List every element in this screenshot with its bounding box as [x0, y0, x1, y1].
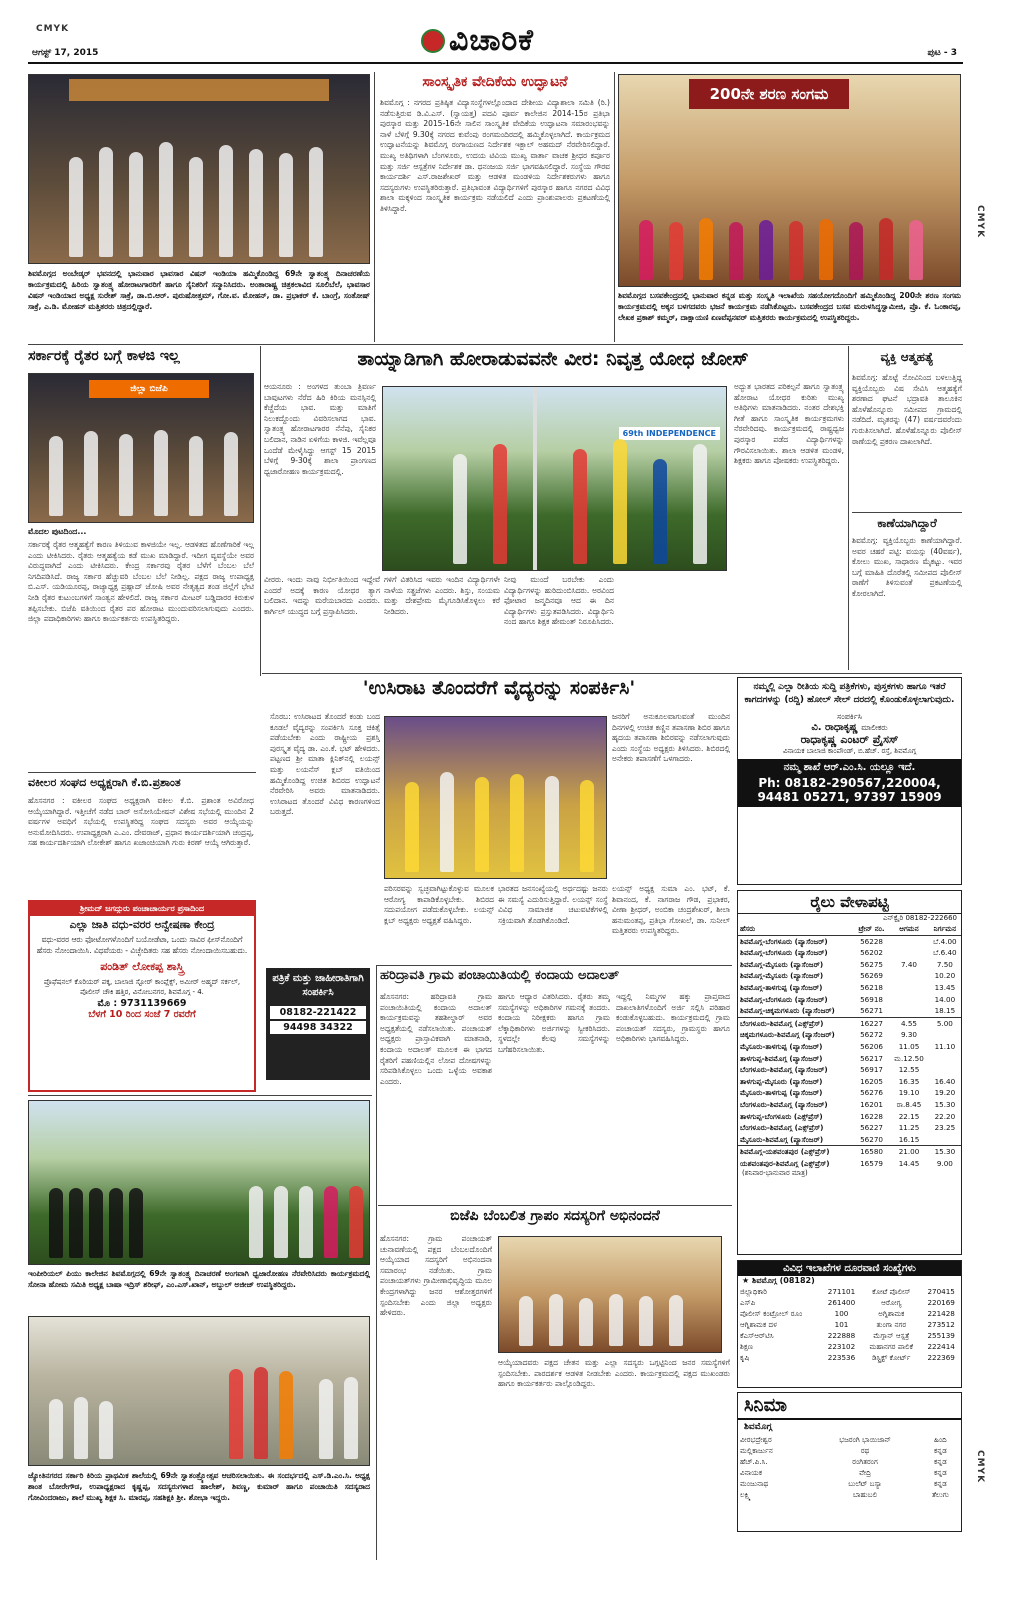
train-number: 56270	[860, 1134, 883, 1144]
dealer-owner: ವಿ. ರಾಧಾಕೃಷ್ಣ	[811, 722, 858, 733]
masthead-rule	[28, 62, 963, 64]
office-phone: 223102	[827, 1342, 856, 1351]
bjp-member-photo	[498, 1236, 722, 1353]
train-name: ಶಿವಮೊಗ್ಗ-ತಾಳಗುಪ್ಪ (ಪ್ಯಾಸೆಂಜರ್)	[740, 982, 823, 992]
date-line: ಆಗಸ್ಟ್ 17, 2015	[32, 48, 99, 58]
train-name: ತಾಳಗುಪ್ಪ-ಶಿವಮೊಗ್ಗ (ಪ್ಯಾಸೆಂಜರ್)	[740, 1053, 823, 1063]
arrival-time	[889, 982, 929, 994]
col-departure: ನಿರ್ಗಮನ	[929, 923, 961, 935]
matrimony-ad-mobile: ಮೊ : 9731139669	[97, 998, 187, 1009]
office-phone: 261400	[827, 1298, 856, 1307]
row-rule	[28, 1095, 372, 1096]
departure-time: 19.20	[934, 1088, 956, 1098]
column-rule	[614, 72, 615, 342]
paper-name: ವಿಚಾರಿಕೆ	[449, 23, 534, 58]
railway-timetable	[737, 890, 962, 1255]
arrival-time: 7.40	[900, 959, 917, 969]
train-row	[738, 959, 961, 971]
cinema-table	[738, 1434, 961, 1500]
arrival-time: ಮ.12.50	[894, 1053, 924, 1063]
train-row	[738, 1053, 961, 1065]
arrival-time: 22.15	[898, 1111, 920, 1121]
train-name: ತಾಳಗುಪ್ಪ-ಮೈಸೂರು (ಪ್ಯಾಸೆಂಜರ್)	[740, 1076, 823, 1086]
office-phone: 255139	[927, 1331, 955, 1340]
train-number: 56202	[860, 948, 883, 958]
railway-table	[738, 923, 961, 1169]
dealer-contact-label: ಸಂಪರ್ಕಿಸಿ	[836, 712, 863, 721]
dealer-intro: ನಮ್ಮಲ್ಲಿ ಎಲ್ಲಾ ರೀತಿಯ ಸುದ್ದಿ ಪತ್ರಿಕೆಗಳು, ಪುಸ್ತಕಗಳು ಹಾಗೂ ಇತರೆ ಕಾಗದಗಳನ್ನು (ರದ್ದಿ) ಹೋಲ್ ಸೇಲ್ ದರದಲ್ಲಿ ಕೊಂಡುಕೊಳ್ಳಲಾಗುವುದು.	[744, 682, 955, 705]
movie-language: ಕನ್ನಡ	[934, 1457, 947, 1466]
train-name: ಬೆಂಗಳೂರು-ಶಿವಮೊಗ್ಗ (ಪ್ಯಾಸೆಂಜರ್)	[740, 1099, 828, 1109]
top-left-photo-caption: ಶಿವಮೊಗ್ಗದ ಅಂಬೇಡ್ಕರ್ ಭವನದಲ್ಲಿ ಭಾನುವಾರ ಭಾವಸಾರ ವಿಷನ್ ಇಂಡಿಯಾ ಹಮ್ಮಿಕೊಂಡಿದ್ದ 69ನೇ ಸ್ವಾತಂತ್ರ್ಯ ದಿನಾಚರಣೆಯ ಕಾರ್ಯಕ್ರಮದಲ್ಲಿ ಹಿರಿಯ ಸ್ವಾತಂತ್ರ್ಯ ಹೋರಾಟಗಾರರಿಗೆ ಹಾಗೂ ಸೈನಿಕರಿಗೆ ಸನ್ಮಾನಿಸಿದರು. ಅಂತಾರಾಷ್ಟ್ರ ಚಿತ್ರಕಲಾವಿದ ಸೂಲಿಬೆಲೆ, ಭಾವಸಾರ ವಿಷನ್ ಇಂಡಿಯಾದ ಅಧ್ಯಕ್ಷ ಸುರೇಶ್ ಸಾಕ್ರೆ, ಡಾ.ಬಿ.ಆರ್. ಪುರುಷೋತ್ತಮ್, ಗೋ.ವ. ಮೋಹನ್, ಡಾ. ಪ್ರಭಾಕರ್ ಕೆ. ಬಾಂಗ್ರೆ, ಸಂತೋಷ್ ಸಾಕ್ರೆ, ಎ.ಡಿ. ಮೋಹನ್ ಮತ್ತಿತರರು ಚಿತ್ರದಲ್ಲಿದ್ದಾರೆ.	[28, 269, 370, 311]
matrimony-ad-body: ವಧು-ವರರ ಆರು ಫೋಟೋಗಳೊಂದಿಗೆ ಬಯೋಡೆಟಾ, ಒಂದು ಸಾವಿರ ಫೀಸ್‌ನೊಂದಿಗೆ ಹೆಸರು ನೋಂದಾಯಿಸಿ. ವಿಧವೆಯರು - ವಿಚ್ಛೇದಿತರು ಸಹ ಹೆಸರು ನೋಂದಾಯಿಸಬಹುದು.	[36, 935, 248, 955]
matrimony-ad-address: ಪ್ರೊಫೆಷನಲ್ ಕೊರಿಯರ್ ಪಕ್ಕ, ಬಾಲಾಜಿ ಸ್ಟೋರ್ ಕಾಂಪ್ಲೆಕ್ಸ್, ಅಮೀರ್ ಅಹ್ಮದ್ ಸರ್ಕಲ್, ಪೊಲೀಸ್ ಚೌಕಿ ಹತ್ತಿರ, ವಿನೋಬನಗರ, ಶಿವಮೊಗ್ಗ - 4.	[43, 978, 241, 996]
office-name: ಎಸ್‌ಪಿ	[740, 1298, 756, 1307]
row-rule	[28, 772, 256, 773]
arrival-time	[889, 970, 929, 982]
departure-time: ಬೆ.6.40	[933, 948, 957, 958]
cultural-headline: ಸಾಂಸ್ಕೃತಿಕ ವೇದಿಕೆಯ ಉದ್ಘಾಟನೆ	[422, 74, 568, 90]
departure-time: 14.00	[934, 994, 956, 1004]
arrival-time: 4.55	[900, 1018, 917, 1028]
office-name: ಮಹಾನಗರ ಪಾಲಿಕೆ	[869, 1342, 914, 1351]
column-rule	[848, 346, 849, 670]
dealer-owner-role: ಮಾಲೀಕರು	[861, 723, 888, 732]
directory-row	[738, 1286, 961, 1297]
office-name: ತುಂಗಾ ನಗರ	[876, 1320, 907, 1329]
phone-directory-std	[738, 1276, 961, 1286]
theatre-name: ಮಲ್ಲಿಕಾರ್ಜುನ	[740, 1446, 773, 1455]
col-arrival: ಆಗಮನ	[889, 923, 929, 935]
top-right-photo	[618, 74, 961, 287]
soldier-col3: ಗಳಿಗೆ ವಿತರಿಸಿದ ಇವರು ಇಂದಿನ ವಿದ್ಯಾರ್ಥಿಗಳೇ ನಾಳೆಯ ಸತ್ಪ್ರಜೆಗಳು ಎಂದರು. ಶಿಸ್ತು, ಸಂಯಮ ಮತ್ತು ದೇಶಪ್ರೇಮ ಮೈಗೂಡಿಸಿಕೊಳ್ಳಲು ಕರೆ ನೀಡಿದರು.	[384, 575, 500, 616]
departure-time: 10.20	[934, 971, 956, 981]
movie-language: ಹಿಂದಿ	[934, 1435, 947, 1444]
school-photo	[28, 1316, 370, 1466]
railway-footnote: (ಶನಿವಾರ-ಭಾನುವಾರ ಮಾತ್ರ)	[742, 1169, 808, 1178]
train-name: ಬೆಂಗಳೂರು-ಶಿವಮೊಗ್ಗ (ಎಕ್ಸ್‌ಪ್ರೆಸ್)	[740, 1018, 824, 1028]
farmers-headline: ಸರ್ಕಾರಕ್ಕೆ ರೈತರ ಬಗ್ಗೆ ಕಾಳಜಿ ಇಲ್ಲ	[28, 348, 180, 364]
train-name: ಬೆಂಗಳೂರು-ಶಿವಮೊಗ್ಗ (ಎಕ್ಸ್‌ಪ್ರೆಸ್)	[740, 1123, 824, 1133]
movie-title: ಭಜರಂಗಿ ಭಾಯಿಜಾನ್	[839, 1435, 891, 1444]
movie-language: ಕನ್ನಡ	[934, 1479, 947, 1488]
train-name: ಬೆಂಗಳೂರು-ಶಿವಮೊಗ್ಗ (ಪ್ಯಾಸೆಂಜರ್)	[740, 1065, 828, 1075]
contact-box-title: ಪತ್ರಿಕೆ ಮತ್ತು ಜಾಹೀರಾತಿಗಾಗಿ ಸಂಪರ್ಕಿಸಿ	[272, 973, 364, 998]
office-name: ಆರೋಗ್ಯ	[881, 1298, 902, 1307]
train-name: ಶಿವಮೊಗ್ಗ-ಬೆಂಗಳೂರು (ಪ್ಯಾಸೆಂಜರ್)	[740, 948, 828, 958]
office-phone: 221428	[927, 1309, 955, 1318]
departure-time: 16.40	[934, 1076, 956, 1086]
phone-directory-title: ವಿವಿಧ ಇಲಾಖೆಗಳ ದೂರವಾಣಿ ಸಂಖ್ಯೆಗಳು	[738, 1261, 961, 1276]
dealer-firm: ರಾಧಾಕೃಷ್ಣ ಎಂಟರ್ ಪ್ರೈಸಸ್	[800, 733, 899, 746]
cinema-city: ಶಿವಮೊಗ್ಗ	[744, 1422, 772, 1432]
departure-time	[929, 1064, 961, 1076]
movie-language: ಕನ್ನಡ	[934, 1468, 947, 1477]
departure-time: 11.10	[934, 1041, 956, 1051]
phone-directory	[737, 1260, 962, 1388]
train-number: 56275	[860, 959, 883, 969]
cinema-row	[738, 1445, 961, 1456]
train-row	[738, 1099, 961, 1111]
train-row	[738, 1017, 961, 1029]
departure-time: 18.15	[934, 1006, 956, 1016]
theatre-name: ವೀರಭದ್ರೇಶ್ವರ	[740, 1435, 772, 1444]
directory-row	[738, 1341, 961, 1352]
departure-time: 15.30	[934, 1147, 956, 1157]
village-court-col3: ಇದ್ದಲ್ಲಿ ನಿಮ್ಮಗಳ ಹಕ್ಕು ಪ್ರಾಪ್ತವಾದ ದಾಖಲಾತಿಗಳೊಂದಿಗೆ ಅರ್ಜಿ ಸಲ್ಲಿಸಿ ಪರಿಹಾರ ಕಂಡುಕೊಳ್ಳಬಹುದು. ಕಾರ್ಯಕ್ರಮದಲ್ಲಿ ಗ್ರಾಮ ಪಂಚಾಯತ್ ಸದಸ್ಯರು, ಗ್ರಾಮಸ್ಥರು ಹಾಗೂ ಅಧಿಕಾರಿಗಳು ಭಾಗವಹಿಸಿದ್ದರು.	[616, 992, 730, 1044]
college-flag-photo	[28, 1100, 370, 1265]
bjp-member-col1: ಹೊಸನಗರ: ಗ್ರಾಮ ಪಂಚಾಯತ್ ಚುನಾವಣೆಯಲ್ಲಿ ಪಕ್ಷದ ಬೆಂಬಲದೊಂದಿಗೆ ಆಯ್ಕೆಯಾದ ಸದಸ್ಯರಿಗೆ ಅಭಿನಂದನಾ ಸಮಾರಂಭ ನಡೆಯಿತು. ಗ್ರಾಮ ಪಂಚಾಯತ್‌ಗಳು ಗ್ರಾಮೀಣಾಭಿವೃದ್ಧಿಯ ಮೂಲ ಕೇಂದ್ರಗಳಾಗಿದ್ದು ಜನರ ಆಶೋತ್ತರಗಳಿಗೆ ಸ್ಪಂದಿಸಬೇಕು ಎಂದು ಜಿಲ್ಲಾ ಅಧ್ಯಕ್ಷರು ಹೇಳಿದರು.	[380, 1234, 492, 1318]
school-caption: ಜ್ಯೋತಿನಗರದ ಸರ್ಕಾರಿ ಕಿರಿಯ ಪ್ರಾಥಮಿಕ ಶಾಲೆಯಲ್ಲಿ 69ನೇ ಸ್ವಾತಂತ್ರ್ಯೋತ್ಸವ ಆಚರಿಸಲಾಯಿತು. ಈ ಸಂದರ್ಭದಲ್ಲಿ ಎಸ್.ಡಿ.ಎಂ.ಸಿ. ಅಧ್ಯಕ್ಷ ಶಾಂತ ಬೋರೇಗೌಡ, ಉಪಾಧ್ಯಕ್ಷರಾದ ಕೃಷ್ಣಪ್ಪ, ಸದಸ್ಯರುಗಳಾದ ಹಾಲೇಶ್, ಶಿವಣ್ಣ, ಕುಮಾರ್ ಹಾಗೂ ಪಂಚಾಯಿತಿ ಸದಸ್ಯರಾದ ಗೋವಿಂದರಾಜು, ಶಾಲೆ ಮುಖ್ಯ ಶಿಕ್ಷಕ ಸಿ. ಮಾರಪ್ಪ, ಸಹಶಿಕ್ಷಕಿ ಶ್ರೀ. ಶೋಭಾ ಇದ್ದರು.	[28, 1471, 370, 1502]
masthead	[28, 20, 963, 68]
matrimony-ad-timing: ಬೆಳಗೆ 10 ರಿಂದ ಸಂಜೆ 7 ರವರೆಗೆ	[88, 1009, 196, 1020]
missing-headline: ಕಾಣೆಯಾಗಿದ್ದಾರೆ	[877, 516, 937, 530]
lawyers-headline: ವಕೀಲರ ಸಂಘದ ಅಧ್ಯಕ್ಷರಾಗಿ ಕೆ.ಬಿ.ಪ್ರಶಾಂತ	[28, 776, 181, 789]
directory-row	[738, 1319, 961, 1330]
movie-title: ಬುಲೆಟ್ ಬಸ್ಯಾ	[848, 1479, 882, 1488]
soldier-col5: ಅದ್ಭುತ ಭಾರತದ ಪರಿಕಲ್ಪನೆ ಹಾಗೂ ಸ್ವಾತಂತ್ರ್ಯ ಹೋರಾಟ ಯೋಧರ ಕುರಿತು ಮುಖ್ಯ ಅತಿಥಿಗಳು ಮಾತನಾಡಿದರು. ನಂತರ ದೇಶಭಕ್ತಿ ಗೀತೆ ಹಾಗೂ ಸಾಂಸ್ಕೃತಿಕ ಕಾರ್ಯಕ್ರಮಗಳು ನೆರವೇರಿದವು. ಕಾರ್ಯಕ್ರಮದಲ್ಲಿ ರಾಷ್ಟ್ರಧ್ವಜ ಪುರಸ್ಕಾರ ಪಡೆದ ವಿದ್ಯಾರ್ಥಿಗಳನ್ನು ಗೌರವಿಸಲಾಯಿತು. ಶಾಲಾ ಆಡಳಿತ ಮಂಡಳಿ, ಶಿಕ್ಷಕರು ಹಾಗೂ ಪೋಷಕರು ಉಪಸ್ಥಿತರಿದ್ದರು.	[734, 382, 844, 466]
directory-row	[738, 1330, 961, 1341]
train-number: 16228	[860, 1111, 883, 1121]
matrimony-ad-title: ಎಲ್ಲಾ ಜಾತಿ ವಧು-ವರರ ಅನ್ವೇಷಣಾ ಕೇಂದ್ರ	[69, 919, 215, 931]
farmers-photo	[28, 373, 254, 523]
cinema-title: ಸಿನಿಮಾ	[738, 1393, 961, 1420]
column-rule	[374, 72, 375, 342]
row-rule	[378, 1205, 732, 1206]
bjp-member-headline: ಬಿಜೆಪಿ ಬೆಂಬಲಿತ ಗ್ರಾಪಂ ಸದಸ್ಯರಿಗೆ ಅಭಿನಂದನೆ	[450, 1208, 660, 1224]
page-number: ಪುಟ - 3	[927, 48, 957, 58]
arrival-time: 16.15	[898, 1134, 920, 1144]
office-phone: 220169	[927, 1298, 955, 1307]
cinema-row	[738, 1434, 961, 1445]
office-phone: 270415	[927, 1287, 955, 1296]
doctor-col1: ಸೊರಬ: ಉಸಿರಾಟದ ತೊಂದರೆ ಕಂಡು ಬಂದ ಕೂಡಲೆ ವೈದ್ಯರನ್ನು ಸಂಪರ್ಕಿಸಿ ಸೂಕ್ತ ಚಿಕಿತ್ಸೆ ಪಡೆಯಬೇಕು ಎಂದು ರಾಷ್ಟ್ರೀಯ ಪ್ರಶಸ್ತಿ ಪುರಸ್ಕೃತ ವೈದ್ಯ ಡಾ. ಎಂ.ಕೆ. ಭಟ್ ಹೇಳಿದರು. ಪಟ್ಟಣದ ಶ್ರೀ ಮಾತಾ ಕ್ಲಿನಿಕ್‌ನಲ್ಲಿ ಲಯನ್ಸ್ ಮತ್ತು ಲಯನೆಸ್ ಕ್ಲಬ್ ವತಿಯಿಂದ ಹಮ್ಮಿಕೊಂಡಿದ್ದ ಉಚಿತ ಶಿಬಿರದ ಉದ್ಘಾಟನೆ ನೆರವೇರಿಸಿ ಅವರು ಮಾತನಾಡಿದರು. ಉಸಿರಾಟದ ತೊಂದರೆ ವಿವಿಧ ಕಾರಣಗಳಿಂದ ಬರುತ್ತದೆ.	[270, 712, 380, 817]
side-cmyk-mark: CMYK	[975, 1450, 985, 1484]
office-name: ಪೊಲೀಸ್ ಕಂಟ್ರೋಲ್ ರೂಂ	[740, 1309, 803, 1318]
train-row	[738, 1111, 961, 1123]
lawyers-body: ಹೊಸನಗರ : ವಕೀಲರ ಸಂಘದ ಅಧ್ಯಕ್ಷರಾಗಿ ವಕೀಲ ಕೆ.ಬಿ. ಪ್ರಶಾಂತ ಅವಿರೋಧ ಆಯ್ಕೆಯಾಗಿದ್ದಾರೆ. ಇತ್ತೀಚೆಗೆ ನಡೆದ ಬಾರ್ ಅಸೋಸಿಯೇಷನ್ ವಿಶೇಷ ಸಭೆಯಲ್ಲಿ ಮುಂದಿನ 2 ವರ್ಷಗಳ ಅವಧಿಗೆ ಸಭೆಯಲ್ಲಿ ಉಪಸ್ಥಿತರಿದ್ದ ಸಂಘದ ಸದಸ್ಯರು ಅವರ ಆಯ್ಕೆಯನ್ನು ಅನುಮೋದಿಸಿದರು. ಉಪಾಧ್ಯಕ್ಷರಾಗಿ ಎ.ಎಂ. ದೇವರಾಜ್, ಪ್ರಧಾನ ಕಾರ್ಯದರ್ಶಿಯಾಗಿ ಚಂದ್ರಪ್ಪ, ಸಹ ಕಾರ್ಯದರ್ಶಿಯಾಗಿ ಲೋಕೇಶ್ ಹಾಗೂ ಖಜಾಂಚಿಯಾಗಿ ಗುರು ಕಿರಣ್ ಆಯ್ಕೆ ಆಗಿರುತ್ತಾರೆ.	[28, 796, 254, 848]
contact-box-phone1: 08182-221422	[270, 1006, 366, 1019]
contact-box	[266, 968, 370, 1080]
train-row	[738, 947, 961, 959]
farmers-lead: ಮೊದಲ ಪುಟದಿಂದ...	[28, 527, 87, 536]
train-name: ಮೈಸೂರು-ತಾಳಗುಪ್ಪ (ಪ್ಯಾಸೆಂಜರ್)	[740, 1088, 823, 1098]
office-name: ಕೆಎಸ್‌ಆರ್‌ಟಿಸಿ	[740, 1331, 774, 1340]
arrival-time	[889, 947, 929, 959]
soldier-col4: ನೀವು ಮುಂದೆ ಬರಬೇಕು ಎಂದು ವಿದ್ಯಾರ್ಥಿಗಳನ್ನು ಹುರಿದುಂಬಿಸಿದರು. ಅರವಿಂದ ಫೋಟಾರ ಜನ್ಮದಿನವೂ ಆದ ಈ ದಿನ ವಿದ್ಯಾರ್ಥಿಗಳು ಪ್ರಸ್ತುತಪಡಿಸಿದರು. ವಿದ್ಯಾರ್ಥಿನಿ ನಂದ ಹಾಗೂ ಶಿಕ್ಷಕ ಹೇಮಂತ್ ನಿರೂಪಿಸಿದರು.	[504, 575, 614, 627]
train-row	[738, 1076, 961, 1088]
top-right-photo-caption: ಶಿವಮೊಗ್ಗದ ಬಸವಕೇಂದ್ರದಲ್ಲಿ ಭಾನುವಾರ ಕನ್ನಡ ಮತ್ತು ಸಂಸ್ಕೃತಿ ಇಲಾಖೆಯ ಸಹಯೋಗದೊಂದಿಗೆ ಹಮ್ಮಿಕೊಂಡಿದ್ದ 200ನೇ ಶರಣ ಸಂಗಮ ಕಾರ್ಯಕ್ರಮದಲ್ಲಿ ಅಕ್ಕನ ಬಳಗದವರು ಭಜನೆ ಕಾರ್ಯಕ್ರಮ ನಡೆಸಿಕೊಟ್ಟರು. ಬಸವಕೇಂದ್ರದ ಬಸವ ಮರುಳಸಿದ್ಧಸ್ವಾಮೀಜಿ, ಪ್ರೊ. ಕೆ. ಓಂಕಾರಪ್ಪ, ಲೇಖಕ ಪ್ರಕಾಶ್ ಕಮ್ಮರ್, ದಾಕ್ಷಾಯಣಿ ಏಣವೆಪ್ಪನವರ್ ಮತ್ತಿತರರು ಕಾರ್ಯಕ್ರಮದಲ್ಲಿ ಉಪಸ್ಥಿತರಿದ್ದರು.	[618, 291, 961, 322]
phone-directory-std-code: ಶಿವಮೊಗ್ಗ (08182)	[751, 1276, 815, 1285]
dealer-phone1: Ph: 08182-290567,220004,	[758, 776, 941, 790]
phone-directory-table	[738, 1286, 961, 1363]
photo-sign: 69th INDEPENDENCE	[619, 427, 720, 440]
arrival-time	[889, 994, 929, 1006]
cmyk-mark: CMYK	[36, 24, 70, 34]
movie-language: ಕನ್ನಡ	[934, 1446, 947, 1455]
directory-row	[738, 1308, 961, 1319]
photo-banner: ಜಿಲ್ಲಾ ಬಿಜೆಪಿ	[89, 380, 209, 398]
cinema-row	[738, 1489, 961, 1500]
train-name: ಮೈಸೂರು-ತಾಳಗುಪ್ಪ (ಪ್ಯಾಸೆಂಜರ್)	[740, 1041, 823, 1051]
row-rule	[376, 965, 732, 966]
departure-time: 15.30	[934, 1099, 956, 1109]
side-cmyk-mark: CMYK	[975, 205, 985, 239]
departure-time: ಬೆ.4.00	[933, 936, 957, 946]
train-number: 56206	[860, 1041, 883, 1051]
train-row	[738, 1029, 961, 1041]
office-phone: 101	[834, 1320, 849, 1329]
farmers-body: ಸರ್ಕಾರಕ್ಕೆ ರೈತರ ಆತ್ಮಹತ್ಯೆಗೆ ಕಾರಣ ತಿಳಿಯುವ ಕಾಳಜಿಯೇ ಇಲ್ಲ. ಆಡಳಿತದ ಹೊಣೆಗಾರಿಕೆ ಇಲ್ಲ ಎಂದು ಟೀಕಿಸಿದರು. ರೈತರು ಆತ್ಮಹತ್ಯೆಯ ಕಡೆ ಮುಖ ಮಾಡಿದ್ದಾರೆ. ಇದೀಗ ವ್ಯವಸ್ಥೆಯೇ ಅವರ ವಿರುದ್ಧವಾಗಿದೆ ಎಂದು ಟೀಕಿಸಿದರು. ಕೇಂದ್ರ ಸರ್ಕಾರವು ರೈತರ ಬೆಳೆಗೆ ಬೆಂಬಲ ಬೆಲೆ ನಿಗದಿಪಡಿಸಿದೆ. ರಾಜ್ಯ ಸರ್ಕಾರ ಹೆಚ್ಚುವರಿ ಬೆಂಬಲ ಬೆಲೆ ನೀಡಿಲ್ಲ. ಪಕ್ಷದ ರಾಜ್ಯ ಉಪಾಧ್ಯಕ್ಷ ಬಿ.ಎಸ್. ಯಡಿಯೂರಪ್ಪ, ರಾಜ್ಯಾಧ್ಯಕ್ಷ ಪ್ರಹ್ಲಾದ್ ಜೋಷಿ ಅವರ ನೇತೃತ್ವದ ತಂಡ ಜಿಲ್ಲೆಗೆ ಭೇಟಿ ನೀಡಿ ರೈತರ ಕುಟುಂಬಗಳಿಗೆ ಸಾಂತ್ವನ ಹೇಳಲಿದೆ. ರಾಜ್ಯ ಸರ್ಕಾರ ಮೀಟರ್ ಬಡ್ಡಿದಾರರ ಕಿರುಕುಳ ತಪ್ಪಿಸಬೇಕು. ಬಿಜೆಪಿ ವತಿಯಿಂದ ರೈತರ ಪರ ಹೋರಾಟ ಮುಂದುವರಿಸಲಾಗುವುದು ಎಂದರು. ಜಿಲ್ಲಾ ಪದಾಧಿಕಾರಿಗಳು ಹಾಗೂ ಕಾರ್ಯಕರ್ತರು ಉಪಸ್ಥಿತರಿದ್ದರು.	[28, 540, 254, 624]
cinema-row	[738, 1478, 961, 1489]
departure-time: 5.00	[936, 1018, 953, 1028]
train-number: 56918	[860, 994, 883, 1004]
train-name: ಚಿಕ್ಕಮಗಳೂರು-ಶಿವಮೊಗ್ಗ (ಪ್ಯಾಸೆಂಜರ್)	[740, 1030, 835, 1040]
theatre-name: ಮಂಜುನಾಥ	[740, 1479, 769, 1488]
office-name: ಆಗ್ನಿಶಾಮಕ ದಳ	[740, 1320, 778, 1329]
paper-logo	[421, 23, 581, 63]
train-name: ಶಿವಮೊಗ್ಗ-ಚಿಕ್ಕಮಗಳೂರು (ಪ್ಯಾಸೆಂಜರ್)	[740, 1006, 835, 1016]
theatre-name: ವಿನಾಯಕ	[740, 1468, 763, 1477]
dealer-address: ವಿನಾಯಕ ಬಾಲಾಜಿ ಕಾಂಪೌಂಡ್, ಬಿ.ಹೆಚ್. ರಸ್ತೆ, ಶಿವಮೊಗ್ಗ	[782, 747, 917, 755]
doctor-col4: ಭಾರತದ ಜನಸಂಖ್ಯೆಯಲ್ಲಿ ಅರ್ಧದಷ್ಟು ಜನರು ಈ ಸಮಸ್ಯೆ ಎದುರಿಸುತ್ತಿದ್ದಾರೆ. ಲಯನ್ಸ್ ಸಂಸ್ಥೆ ವಿವಿಧ ಸಾಮಾಜಿಕ ಚಟುವಟಿಕೆಗಳಲ್ಲಿ ಸಕ್ರಿಯವಾಗಿ ತೊಡಗಿಕೊಂಡಿದೆ.	[498, 884, 608, 925]
arrival-time	[889, 1005, 929, 1017]
cinema-row	[738, 1467, 961, 1478]
train-name: ಶಿವಮೊಗ್ಗ-ಮೈಸೂರು (ಪ್ಯಾಸೆಂಜರ್)	[740, 959, 824, 969]
train-row	[738, 1146, 961, 1158]
train-name: ಶಿವಮೊಗ್ಗ-ಬೆಂಗಳೂರು (ಪ್ಯಾಸೆಂಜರ್)	[740, 994, 828, 1004]
train-row	[738, 1122, 961, 1134]
column-rule	[376, 965, 377, 1560]
movie-title: ವೇದ್ರಿ	[859, 1468, 872, 1477]
village-court-col1: ಹೊಸನಗರ: ಹರಿದ್ರಾವತಿ ಗ್ರಾಮ ಪಂಚಾಯಿತಿಯಲ್ಲಿ ಕಂದಾಯ ಅದಾಲತ್ ಕಾರ್ಯಕ್ರಮವನ್ನು ತಹಶೀಲ್ದಾರ್ ಅವರ ಅಧ್ಯಕ್ಷತೆಯಲ್ಲಿ ನಡೆಸಲಾಯಿತು. ಪಂಚಾಯತ್ ಅಧ್ಯಕ್ಷರು ಪ್ರಾಸ್ತಾವಿಕವಾಗಿ ಮಾತನಾಡಿ, ಕಂದಾಯ ಅದಾಲತ್ ಮೂಲಕ ಈ ಭಾಗದ ರೈತರಿಗೆ ಪಹಣಿಯಲ್ಲಿನ ಲೋಪ ದೋಷಗಳನ್ನು ಸರಿಪಡಿಸಿಕೊಳ್ಳಲು ಒಂದು ಒಳ್ಳೆಯ ಅವಕಾಶ ಎಂದರು.	[380, 992, 492, 1086]
theatre-name: ಹೆಚ್.ಪಿ.ಸಿ.	[740, 1457, 768, 1466]
train-number: 56917	[860, 1065, 883, 1075]
movie-title: ಬಾಹುಬಲಿ	[853, 1490, 878, 1499]
train-name: ಶಿವಮೊಗ್ಗ-ಬೆಂಗಳೂರು (ಪ್ಯಾಸೆಂಜರ್)	[740, 936, 828, 946]
train-name: ಶಿವಮೊಗ್ಗ-ಮೈಸೂರು (ಪ್ಯಾಸೆಂಜರ್)	[740, 971, 824, 981]
college-flag-caption: ಇಂಪೀರಿಯಲ್ ಪಿಯು ಕಾಲೇಜಿನ ಶಿವಮೊಗ್ಗದಲ್ಲಿ 69ನೇ ಸ್ವಾತಂತ್ರ್ಯ ದಿನಾಚರಣೆ ಅಂಗವಾಗಿ ಧ್ವಜಾರೋಹಣ ನೆರವೇರಿಸಿದರು ಕಾರ್ಯಕ್ರಮದಲ್ಲಿ ಸೋನಾ ಹೋಮ ಸಮಿತಿ ಅಧ್ಯಕ್ಷ ಬಾಷಾ ಇದ್ರಿಸ್ ಶರೀಫ್, ಎಂ.ಎಸ್.ಖಾನ್, ಅಬ್ದುಲ್ ಅಜೀಜ್ ಉಪಸ್ಥಿತರಿದ್ದರು.	[28, 1269, 370, 1289]
suicide-body: ಶಿವಮೊಗ್ಗ: ಹೊಟ್ಟೆ ನೋವಿನಿಂದ ಬಳಲುತ್ತಿದ್ದ ವ್ಯಕ್ತಿಯೊಬ್ಬರು ವಿಷ ಸೇವಿಸಿ ಆತ್ಮಹತ್ಯೆಗೆ ಶರಣಾದ ಘಟನೆ ಭದ್ರಾವತಿ ತಾಲೂಕಿನ ಹೊಳೆಹೊನ್ನೂರು ಸಮೀಪದ ಗ್ರಾಮದಲ್ಲಿ ನಡೆದಿದೆ. ಮೃತರನ್ನು (47) ವರ್ಷದವರೆಂದು ಗುರುತಿಸಲಾಗಿದೆ. ಹೊಳೆಹೊನ್ನೂರು ಪೊಲೀಸ್ ಠಾಣೆಯಲ್ಲಿ ಪ್ರಕರಣ ದಾಖಲಾಗಿದೆ.	[852, 373, 962, 446]
office-phone: 100	[834, 1309, 849, 1318]
train-number: 56227	[860, 1123, 883, 1133]
train-row	[738, 982, 961, 994]
train-row	[738, 1134, 961, 1146]
office-name: ಕೃಷಿ	[740, 1353, 750, 1362]
arrival-time: 14.45	[898, 1158, 920, 1168]
train-row	[738, 935, 961, 947]
office-phone: 222414	[927, 1342, 955, 1351]
train-number: 56269	[860, 971, 883, 981]
arrival-time: ರಾ.8.45	[896, 1099, 922, 1109]
train-number: 16201	[860, 1099, 883, 1109]
train-number: 56218	[860, 982, 883, 992]
soldier-col1: ಆಯನೂರು : ಅಂಗಳದ ತುಂಬಾ ತ್ರಿವರ್ಣ ಬಾವುಟಗಳು ನೆರೆದ ಹಿರಿ ಕಿರಿಯ ಮನಸ್ಸಿನಲ್ಲಿ ಕೆಚ್ಚೆದೆಯ ಭಾವ. ಮತ್ತು ಮಾತಿಗೆ ನಿಲುಕದ್ದೊಂದು ವಿವರಿಸಲಾಗದ ಭಾವ. ಸ್ವಾತಂತ್ರ್ಯ ಹೋರಾಟಗಾರರ ನೆನೆಪು, ಸೈನಿಕರ ಬಲಿದಾನ, ನಾಡಿನ ಏಳಿಗೆಯ ಕಾಳಜಿ. ಇವೆಲ್ಲವೂ ಒಂದೆಡೆ ಮೇಳೈಸಿದ್ದು ಆಗಸ್ಟ್ 15 2015 ಬೆಳಿಗ್ಗೆ 9-30ಕ್ಕೆ ಶಾಲಾ ಪ್ರಾಂಗಣದ ಧ್ವಜಾರೋಹಣ ಕಾರ್ಯಕ್ರಮದಲ್ಲಿ.	[264, 382, 376, 476]
train-name: ತಾಳಗುಪ್ಪ-ಬೆಂಗಳೂರು (ಎಕ್ಸ್‌ಪ್ರೆಸ್)	[740, 1111, 823, 1121]
office-phone: 271101	[827, 1287, 856, 1296]
arrival-time: 11.05	[898, 1041, 920, 1051]
top-left-photo	[28, 74, 370, 264]
train-row	[738, 1064, 961, 1076]
train-row	[738, 1005, 961, 1017]
train-name: ಯಶವಂತಪುರ-ಶಿವಮೊಗ್ಗ (ಎಕ್ಸ್‌ಪ್ರೆಸ್)	[740, 1158, 830, 1168]
office-name: ಶಿಕ್ಷಣ	[740, 1342, 753, 1351]
departure-time: 23.25	[934, 1123, 956, 1133]
train-row	[738, 1087, 961, 1099]
cinema-row	[738, 1456, 961, 1467]
train-row	[738, 1158, 961, 1170]
office-phone: 222888	[827, 1331, 856, 1340]
arrival-time: 11.25	[898, 1123, 920, 1133]
row-rule	[852, 512, 962, 513]
col-train: ಟ್ರೇನ್ ನಂ.	[854, 923, 889, 935]
departure-time	[929, 1134, 961, 1146]
column-rule	[260, 346, 261, 676]
doctor-col2: ಜನರಿಗೆ ಅನುಕೂಲವಾಗುವಂತೆ ಮುಂದಿನ ದಿನಗಳಲ್ಲಿ ಉಚಿತ ಕಣ್ಣಿನ ತಪಾಸಣಾ ಶಿಬಿರ ಹಾಗೂ ಹೃದಯ ತಪಾಸಣಾ ಶಿಬಿರವನ್ನು ನಡೆಸಲಾಗುವುದು ಎಂದು ಸಂಸ್ಥೆಯ ಅಧ್ಯಕ್ಷರು ತಿಳಿಸಿದರು. ಶಿಬಿರದಲ್ಲಿ ಅನೇಕರು ತಪಾಸಣೆಗೆ ಒಳಗಾದರು.	[612, 712, 730, 764]
office-name: ಡಿಸ್ಟ್ರಿಕ್ಟ್ ಕೋರ್ಟ್	[872, 1353, 911, 1362]
doctor-headline: 'ಉಸಿರಾಟ ತೊಂದರೆಗೆ ವೈದ್ಯರನ್ನು ಸಂಪರ್ಕಿಸಿ'	[362, 677, 636, 699]
arrival-time: 19.10	[898, 1088, 920, 1098]
train-number: 56276	[860, 1088, 883, 1098]
train-name: ಮೈಸೂರು-ಶಿವಮೊಗ್ಗ (ಪ್ಯಾಸೆಂಜರ್)	[740, 1134, 824, 1144]
soldier-photo	[382, 386, 727, 571]
train-number: 16579	[860, 1158, 883, 1168]
railway-title: ರೈಲು ವೇಳಾಪಟ್ಟಿ	[738, 891, 961, 914]
soldier-col2: ವೀರರು. ಇಂದು ನಾವು ನಿರ್ಭೀತಿಯಿಂದ ಇದ್ದೇವೆ ಎಂದರೆ ಅದಕ್ಕೆ ಕಾರಣ ಯೋಧರ ತ್ಯಾಗ ಬಲಿದಾನ. ಇದನ್ನು ಮರೆಯಬಾರದು ಎಂದರು. ಕಾರ್ಗಿಲ್ ಯುದ್ಧದ ಬಗ್ಗೆ ಪ್ರಸ್ತಾಪಿಸಿದರು.	[264, 575, 380, 616]
departure-time: 22.20	[934, 1111, 956, 1121]
train-row	[738, 994, 961, 1006]
movie-language: ತೆಲುಗು	[931, 1490, 949, 1499]
office-name: ಮೆಗ್ಗಾನ್ ಆಸ್ಪತ್ರೆ	[873, 1331, 910, 1340]
train-number: 16227	[860, 1018, 883, 1028]
train-row	[738, 970, 961, 982]
train-number: 56217	[860, 1053, 883, 1063]
office-name: ಕೋಟೆ ಪೊಲೀಸ್	[872, 1287, 911, 1296]
logo-emblem-icon	[421, 29, 445, 53]
directory-row	[738, 1297, 961, 1308]
matrimony-ad-name: ಪಂಡಿತ್ ಲೋಕಪ್ಪ ಶಾಸ್ತ್ರಿ	[100, 960, 184, 973]
train-name: ಶಿವಮೊಗ್ಗ-ಯಶವಂತಪುರ (ಎಕ್ಸ್‌ಪ್ರೆಸ್)	[740, 1147, 830, 1157]
directory-row	[738, 1352, 961, 1363]
departure-time: 13.45	[934, 982, 956, 992]
arrival-time: 9.30	[900, 1030, 917, 1040]
train-number: 56228	[860, 936, 883, 946]
cinema-listing	[737, 1392, 962, 1532]
village-court-col2: ಹಾಗೂ ಆಧ್ಯಾರ ವಿತರಿಸಿದರು. ರೈತರು ತಮ್ಮ ಸಮಸ್ಯೆಗಳನ್ನು ಅಧಿಕಾರಿಗಳ ಗಮನಕ್ಕೆ ತಂದರು. ಕಂದಾಯ ನಿರೀಕ್ಷಕರು ಹಾಗೂ ಗ್ರಾಮ ಲೆಕ್ಕಾಧಿಕಾರಿಗಳು ಅರ್ಜಿಗಳನ್ನು ಸ್ವೀಕರಿಸಿದರು. ಸ್ಥಳದಲ್ಲೇ ಕೆಲವು ಸಮಸ್ಯೆಗಳನ್ನು ಬಗೆಹರಿಸಲಾಯಿತು.	[498, 992, 610, 1054]
train-row	[738, 1041, 961, 1053]
theatre-name: ಲಕ್ಷ್ಮಿ	[740, 1490, 751, 1499]
departure-time	[929, 1053, 961, 1065]
arrival-time: 12.55	[898, 1065, 920, 1075]
matrimony-ad	[28, 900, 256, 1092]
paper-dealer-ad	[737, 677, 962, 885]
train-number: 56272	[860, 1030, 883, 1040]
office-name: ಜಿಲ್ಲಾಧಿಕಾರಿ	[740, 1287, 768, 1296]
departure-time: 7.50	[936, 959, 953, 969]
col-name: ಹೆಸರು	[738, 923, 854, 935]
departure-time: 9.00	[936, 1158, 953, 1168]
arrival-time	[889, 935, 929, 947]
office-phone: 222369	[927, 1353, 955, 1362]
dealer-branch: ನಮ್ಮ ಶಾಖೆ ಆರ್.ಎಂ.ಸಿ. ಯಲ್ಲೂ ಇದೆ.	[783, 762, 916, 773]
movie-title: ರಥ	[860, 1446, 870, 1455]
office-phone: 273512	[927, 1320, 955, 1329]
train-number: 16580	[860, 1147, 883, 1157]
train-number: 56271	[860, 1006, 883, 1016]
cultural-body: ಶಿವಮೊಗ್ಗ : ನಗರದ ಪ್ರತಿಷ್ಠಿತ ವಿದ್ಯಾಸಂಸ್ಥೆಗಳಲ್ಲೊಂದಾದ ದೇಶೀಯ ವಿದ್ಯಾಶಾಲಾ ಸಮಿತಿ (ರಿ.) ನಡೆಸುತ್ತಿರುವ ಡಿ.ವಿ.ಎಸ್. (ಸ್ವಾಯತ್ತ) ಪದವಿ ಪೂರ್ವ ಕಾಲೇಜಿನ 2014-15ರ ಪ್ರತಿಭಾ ಪುರಸ್ಕಾರ ಮತ್ತು 2015-16ನೇ ಸಾಲಿನ ಸಾಂಸ್ಕೃತಿಕ ವೇದಿಕೆಯ ಉದ್ಘಾಟನಾ ಸಮಾರಂಭವನ್ನು ನಾಳೆ ಬೆಳಿಗ್ಗೆ 9.30ಕ್ಕೆ ನಗರದ ಕುವೆಂಪು ರಂಗಮಂದಿರದಲ್ಲಿ ಹಮ್ಮಿಕೊಳ್ಳಲಾಗಿದೆ. ಕಾರ್ಯಕ್ರಮದ ಉದ್ಘಾಟನೆಯನ್ನು ಶಿವಮೊಗ್ಗ ರಂಗಾಯಣದ ನಿರ್ದೇಶಕ ಇಕ್ಬಾಲ್ ಅಹಮದ್ ನೆರವೇರಿಸಲಿದ್ದಾರೆ. ಮುಖ್ಯ ಅತಿಥಿಗಳಾಗಿ ಬೆಂಗಳೂರು, ಉದಯ ಟಿವಿಯ ಮುಖ್ಯ ವಾರ್ತಾ ವಾಚಕ ಶ್ರೀಧರ ಕರ್ಪೂರ ಮತ್ತು ಸರ್ಜಿ ಆಸ್ಪತ್ರೆಗಳ ನಿರ್ದೇಶಕ ಡಾ. ಧನಂಜಯ ಸರ್ಜಿ ಭಾಗವಹಿಸಲಿದ್ದಾರೆ. ಸಂಸ್ಥೆಯ ಗೌರವ ಕಾರ್ಯದರ್ಶಿ ಎಸ್.ರಾಜಶೇಖರ್ ಮತ್ತು ಆಡಳಿತ ಮಂಡಳಿಯ ನಿರ್ದೇಶಕರುಗಳು ಹಾಗೂ ಸದಸ್ಯರುಗಳು ಉಪಸ್ಥಿತರಿರುತ್ತಾರೆ. ಪ್ರತಿಭಾವಂತ ವಿದ್ಯಾರ್ಥಿಗಳಿಗೆ ಪುರಸ್ಕಾರ ಹಾಗೂ ನಗರದ ವಿವಿಧ ಶಾಲಾ ಮಕ್ಕಳಿಂದ ಸಾಂಸ್ಕೃತಿಕ ಕಾರ್ಯಕ್ರಮ ನಡೆಯಲಿದೆ ಎಂದು ಪ್ರಾಂಶುಪಾಲರು ಪ್ರಕಟಣೆಯಲ್ಲಿ ತಿಳಿಸಿದ್ದಾರೆ.	[380, 98, 610, 213]
office-phone: 223536	[827, 1353, 856, 1362]
doctor-photo	[384, 716, 607, 879]
village-court-headline: ಹರಿದ್ರಾವತಿ ಗ್ರಾಮ ಪಂಚಾಯಿತಿಯಲ್ಲಿ ಕಂದಾಯ ಅದಾಲತ್	[380, 968, 620, 983]
suicide-headline: ವ್ಯಕ್ತಿ ಆತ್ಮಹತ್ಯೆ	[880, 350, 934, 364]
dealer-phone2: 94481 05271, 97397 15909	[757, 790, 942, 804]
departure-time	[929, 1029, 961, 1041]
photo-banner: 200ನೇ ಶರಣ ಸಂಗಮ	[689, 79, 849, 109]
movie-title: ರಂಗಿತರಂಗ	[852, 1457, 878, 1466]
missing-body: ಶಿವಮೊಗ್ಗ: ವ್ಯಕ್ತಿಯೊಬ್ಬರು ಕಾಣೆಯಾಗಿದ್ದಾರೆ. ಅವರ ಚಹರೆ ಪಟ್ಟಿ: ವಯಸ್ಸು (40ವರ್ಷ), ಕೋಲು ಮುಖ, ಸಾಧಾರಣ ಮೈಕಟ್ಟು. ಇವರ ಬಗ್ಗೆ ಮಾಹಿತಿ ದೊರೆತಲ್ಲಿ ಸಮೀಪದ ಪೊಲೀಸ್ ಠಾಣೆಗೆ ತಿಳಿಸುವಂತೆ ಪ್ರಕಟಣೆಯಲ್ಲಿ ಕೋರಲಾಗಿದೆ.	[852, 536, 962, 598]
star-icon: ★	[742, 1276, 750, 1285]
office-name: ಅಗ್ನಿಶಾಮಕ	[878, 1309, 905, 1318]
soldier-headline: ತಾಯ್ನಾಡಿಗಾಗಿ ಹೋರಾಡುವವನೇ ವೀರ: ನಿವೃತ್ತ ಯೋಧ ಜೋಸ್	[357, 348, 749, 370]
arrival-time: 16.35	[898, 1076, 920, 1086]
train-number: 16205	[860, 1076, 883, 1086]
matrimony-ad-header: ಶ್ರೀಮದ್ ಜಗದ್ಗುರು ಪಂಚಾಚಾರ್ಯರ ಪ್ರಸಾದಿಂದ	[30, 902, 254, 916]
arrival-time: 21.00	[898, 1147, 920, 1157]
row-rule	[262, 673, 962, 674]
bjp-member-col2: ಆಯ್ಕೆಯಾದವರು ಪಕ್ಷದ ಚೇತನ ಮತ್ತು ಎಲ್ಲಾ ಸದಸ್ಯರು ಒಗ್ಗಟ್ಟಿನಿಂದ ಜನರ ಸಮಸ್ಯೆಗಳಿಗೆ ಸ್ಪಂದಿಸಬೇಕು. ಪಾರದರ್ಶಕ ಆಡಳಿತ ನೀಡಬೇಕು ಎಂದರು. ಕಾರ್ಯಕ್ರಮದಲ್ಲಿ ಪಕ್ಷದ ಮುಖಂಡರು ಹಾಗೂ ಕಾರ್ಯಕರ್ತರು ಪಾಲ್ಗೊಂಡಿದ್ದರು.	[498, 1358, 730, 1389]
doctor-col5: ಲಯನ್ಸ್ ಅಧ್ಯಕ್ಷ ಸುಮಾ ಎಂ. ಭಟ್, ಕೆ. ಶಿವಾನಂದ, ಕೆ. ನಾಗರಾಜ ಗೌಡ, ಪ್ರಭಾಕರ, ವೀಣಾ ಶ್ರೀಧರ್, ಅಂಬಿಕಾ ಚಂದ್ರಶೇಖರ್, ಶೀಲಾ ಹನುಮಂತಪ್ಪ, ಪ್ರತಿಭಾ ಗೋಖಲೆ, ಡಾ. ಸುನೀಲ್ ಮತ್ತಿತರರು ಉಪಸ್ಥಿತರಿದ್ದರು.	[612, 884, 730, 936]
row-rule	[28, 344, 963, 345]
railway-enquiry: ಎನ್‌ಕ್ವೈರಿ 08182-222660	[883, 914, 957, 922]
doctor-col3: ಪರಿಸರವನ್ನು ಸ್ವಚ್ಛವಾಗಿಟ್ಟುಕೊಳ್ಳುವ ಮೂಲಕ ಆರೋಗ್ಯ ಕಾಪಾಡಿಕೊಳ್ಳಬೇಕು. ಶಿಬಿರದ ಸದುಪಯೋಗ ಪಡೆದುಕೊಳ್ಳಬೇಕು. ಲಯನ್ಸ್ ಕ್ಲಬ್ ಅಧ್ಯಕ್ಷರು ಅಧ್ಯಕ್ಷತೆ ವಹಿಸಿದ್ದರು.	[384, 884, 494, 925]
contact-box-phone2: 94498 34322	[270, 1021, 366, 1034]
